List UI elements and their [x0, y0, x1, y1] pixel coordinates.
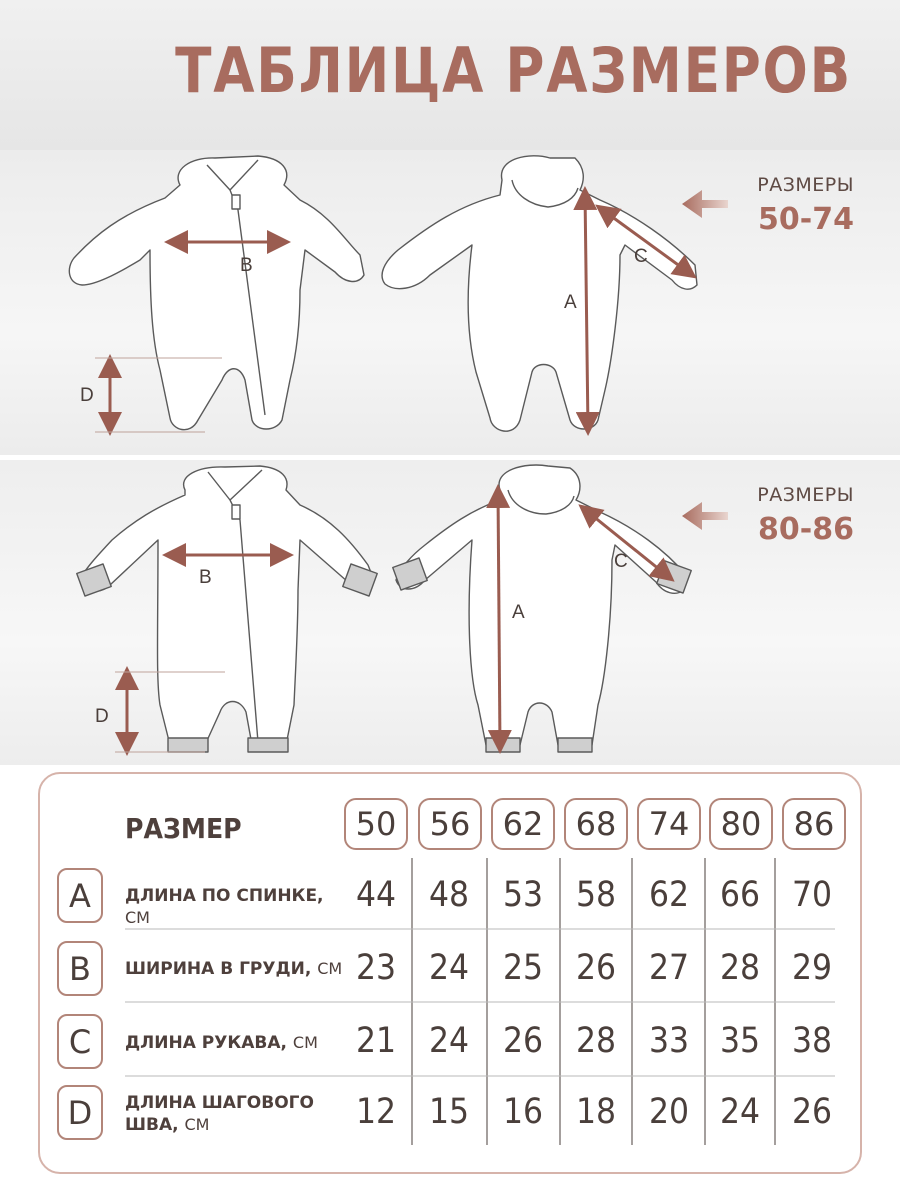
size-62: 62 — [491, 798, 555, 850]
cell-c-68: 28 — [575, 1021, 617, 1061]
cell-b-86: 29 — [791, 948, 833, 988]
dimension-a-label-large: A — [512, 602, 525, 623]
cell-d-74: 20 — [648, 1092, 690, 1132]
size-range-caption: РАЗМЕРЫ — [757, 174, 854, 196]
dimension-d-label: D — [80, 385, 94, 406]
dimension-b-label-large: B — [199, 567, 212, 588]
cell-a-62: 53 — [502, 875, 544, 915]
row-label-sleeve-length: ДЛИНА РУКАВА, СМ — [125, 1033, 318, 1053]
cell-d-56: 15 — [428, 1092, 470, 1132]
row-label-inseam: ДЛИНА ШАГОВОГО ШВА, СМ — [125, 1093, 314, 1136]
row-letter-d: D — [57, 1085, 103, 1140]
size-74: 74 — [637, 798, 701, 850]
cell-d-50: 12 — [355, 1092, 397, 1132]
size-50: 50 — [344, 798, 408, 850]
cell-d-86: 26 — [791, 1092, 833, 1132]
dimension-c-label-large: C — [614, 551, 628, 572]
row-label-back-length: ДЛИНА ПО СПИНКЕ, СМ — [125, 886, 324, 928]
size-range-caption: РАЗМЕРЫ — [757, 484, 854, 506]
size-86: 86 — [782, 798, 846, 850]
size-56: 56 — [418, 798, 482, 850]
page-title: ТАБЛИЦА РАЗМЕРОВ — [175, 34, 852, 107]
cell-b-50: 23 — [355, 948, 397, 988]
cell-a-56: 48 — [428, 875, 470, 915]
cell-d-80: 24 — [719, 1092, 761, 1132]
cell-a-50: 44 — [355, 875, 397, 915]
row-letter-c: C — [57, 1014, 103, 1069]
dimension-d-label-large: D — [95, 706, 109, 727]
cell-a-86: 70 — [791, 875, 833, 915]
row-letter-a: A — [57, 868, 103, 923]
cell-a-74: 62 — [648, 875, 690, 915]
cell-c-74: 33 — [648, 1021, 690, 1061]
size-68: 68 — [564, 798, 628, 850]
size-range-value: 50-74 — [758, 202, 854, 237]
cell-a-68: 58 — [575, 875, 617, 915]
dimension-c-label: C — [634, 246, 648, 267]
size-range-value: 80-86 — [758, 512, 854, 547]
dimension-a-label: A — [564, 292, 577, 313]
row-label-chest-width: ШИРИНА В ГРУДИ, СМ — [125, 959, 343, 979]
cell-d-68: 18 — [575, 1092, 617, 1132]
cell-b-56: 24 — [428, 948, 470, 988]
size-header-label: РАЗМЕР — [125, 812, 242, 845]
cell-b-68: 26 — [575, 948, 617, 988]
cell-b-62: 25 — [502, 948, 544, 988]
cell-c-80: 35 — [719, 1021, 761, 1061]
cell-c-86: 38 — [791, 1021, 833, 1061]
dimension-b-label: B — [240, 255, 253, 276]
cell-c-62: 26 — [502, 1021, 544, 1061]
cell-c-50: 21 — [355, 1021, 397, 1061]
cell-b-80: 28 — [719, 948, 761, 988]
cell-c-56: 24 — [428, 1021, 470, 1061]
cell-b-74: 27 — [648, 948, 690, 988]
cell-a-80: 66 — [719, 875, 761, 915]
cell-d-62: 16 — [502, 1092, 544, 1132]
size-80: 80 — [709, 798, 773, 850]
row-letter-b: B — [57, 941, 103, 996]
